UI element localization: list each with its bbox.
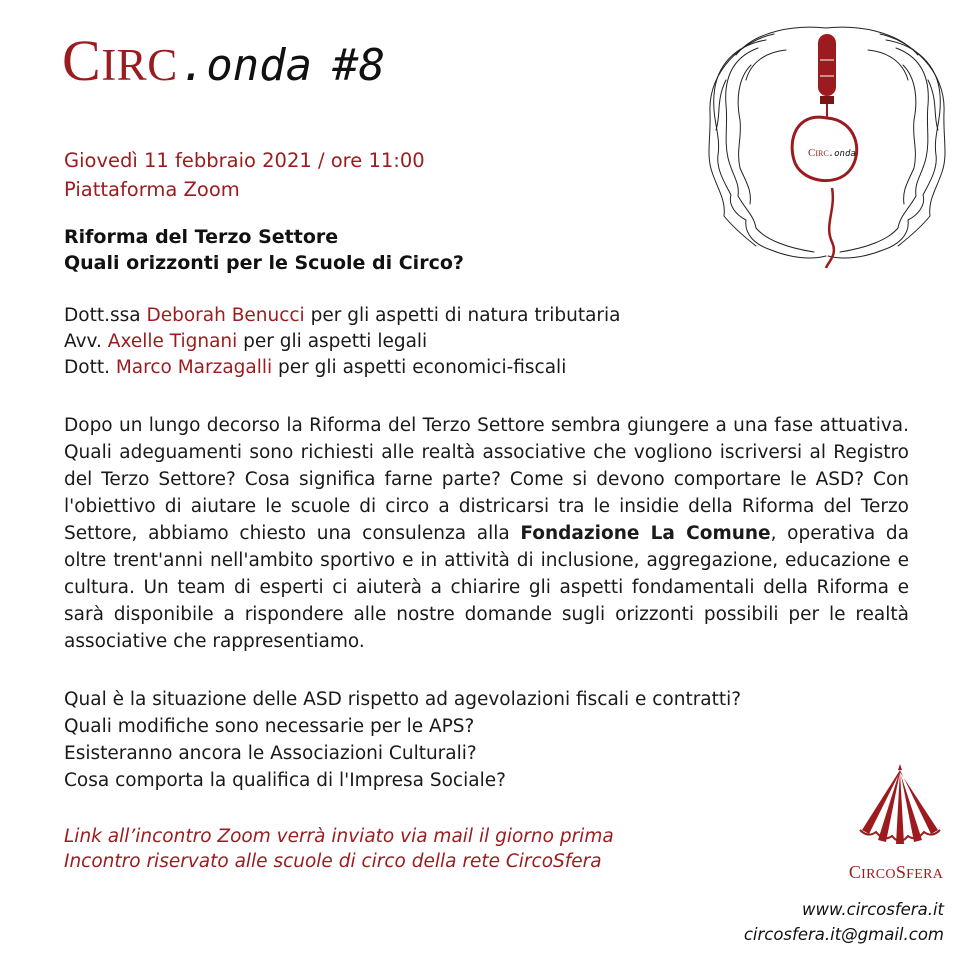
notes [64,824,614,874]
note-reserved: Incontro riservato alle scuole di circo della rete CircoSfera [64,851,602,872]
experts-list [64,303,621,381]
questions-list [64,686,741,794]
question-item: Qual è la situazione delle ASD rispetto ad agevolazioni fiscali e contratti? [64,689,742,710]
event-platform: Piattaforma Zoom [64,178,240,201]
headline-line-2: Quali orizzonti per le Scuole di Circo? [64,252,464,274]
title-onda: .onda [179,40,313,91]
foundation-name: Fondazione La Comune [520,523,771,544]
headline [64,224,464,276]
website-link[interactable]: www.circosfera.it [801,900,944,919]
question-item: Quali modifiche sono necessarie per le APS? [64,716,475,737]
expert-row: Dott.ssa Deborah Benucci per gli aspetti di natura tributaria [64,305,621,326]
email-link[interactable]: circosfera.it@gmail.com [743,925,944,944]
expert-name: Marco Marzagalli [115,357,273,378]
question-item: Esisteranno ancora le Associazioni Culturali? [64,743,477,764]
expert-row: Avv. Axelle Tignani per gli aspetti legali [64,331,428,352]
title-circ: CIRC [62,28,178,93]
question-item: Cosa comporta la qualifica di l'Impresa Sociale? [64,770,506,791]
note-zoom-link: Link all’incontro Zoom verrà inviato via mail il giorno prima [64,826,614,847]
badge-circ: CIRC.onda [808,147,856,159]
page-title [62,28,386,93]
contacts [744,897,944,947]
description-paragraph: Dopo un lungo decorso la Riforma del Terzo Settore sembra giungere a una fase attuativa. Quali adeguamenti sono richiesti alle realtà associative che vogliono iscriversi al Registro del Terzo Settore? Cosa significa farne parte? Come si devono comportare le ASD? Con l'obiettivo di aiutare le scuole di circo a districarsi tra le insidie della Riforma del Terzo Settore, abbiamo chiesto una consulenza alla Fondazione La Comune, operativa da oltre trent'anni nell'ambito sportivo e in attività di inclusione, aggregazione, educazione e cultura. Un team di esperti ci aiuterà a chiarire gli aspetti fondamentali della Riforma e sarà disponibile a rispondere alle nostre domande sugli orizzonti possibili per le realtà associative che rappresentiamo. [64,415,909,652]
expert-name: Axelle Tignani [107,331,238,352]
circonda-illustration [696,20,958,270]
event-info [64,146,425,204]
event-date-time: Giovedì 11 febbraio 2021 / ore 11:00 [64,149,425,172]
expert-name: Deborah Benucci [146,305,305,326]
title-number: #8 [332,40,386,91]
circosfera-brand-name: CIRCOSFERA [848,862,944,882]
expert-row: Dott. Marco Marzagalli per gli aspetti economici-fiscali [64,357,567,378]
headline-line-1: Riforma del Terzo Settore [64,226,339,248]
